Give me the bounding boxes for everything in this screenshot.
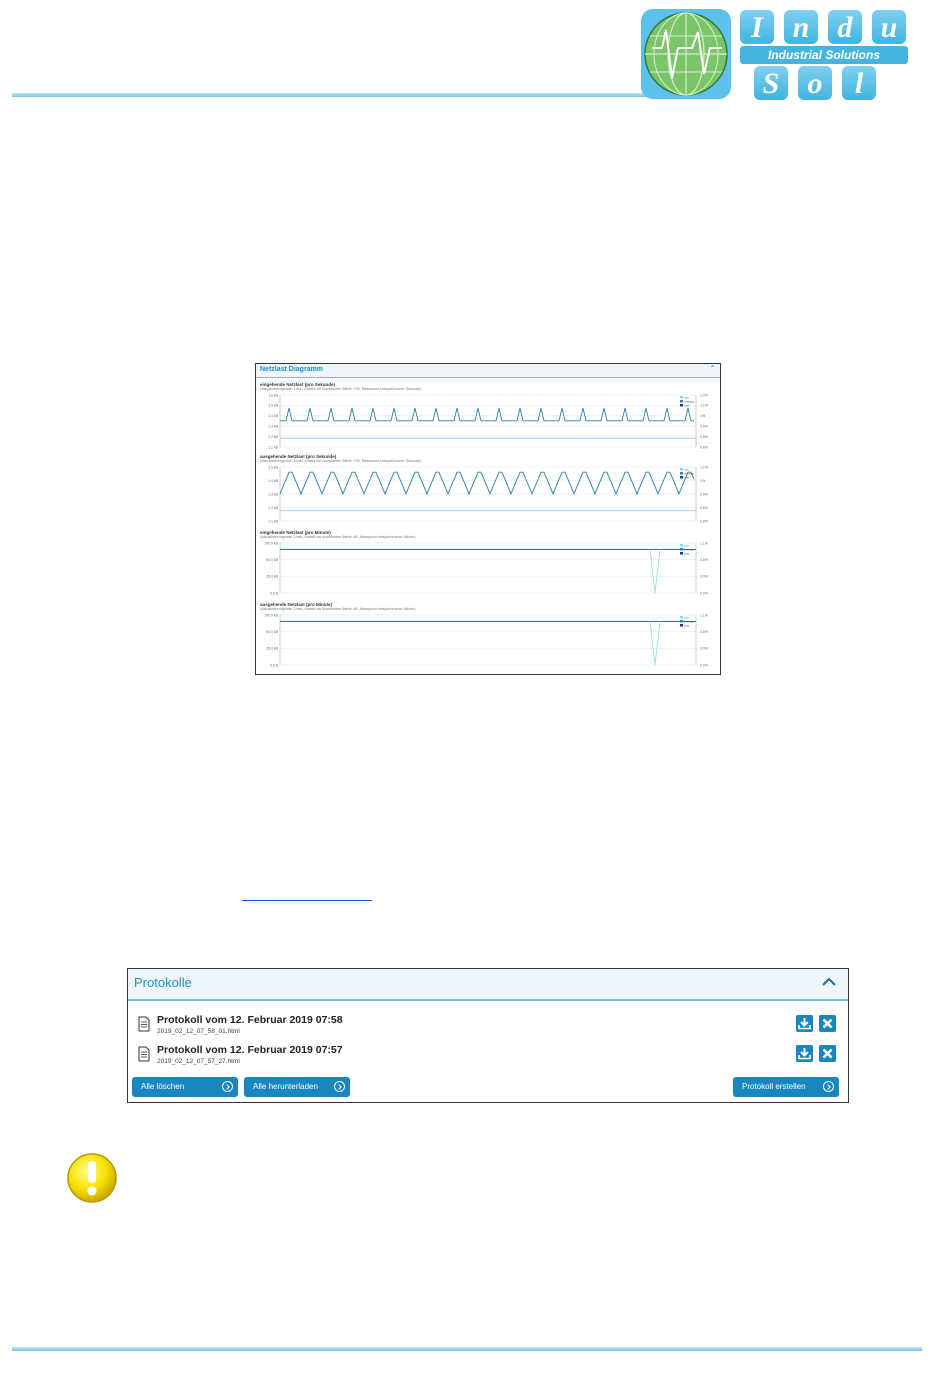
logo-letter: I [740,10,774,44]
y-left-tick: 1.4 kB [268,414,278,419]
y-right-tick: 0.8% [700,519,708,524]
y-left-tick: 1.1 kB [268,519,278,524]
legend-swatch [680,624,683,627]
header-divider [12,93,652,97]
subchart-description: (Aktualisierungsrate: 1/min, Anzahl der kumulierten Werte: 60, Messpunkt entspricht einer Minute) [260,607,416,611]
panel-header[interactable] [256,364,720,378]
create-protocol-label: Protokoll erstellen [742,1082,806,1091]
logo-letter: d [828,10,862,44]
legend-swatch [680,476,683,479]
legend-swatch [680,396,683,399]
legend-label: max [684,623,690,628]
protocol-name[interactable]: Protokoll vom 12. Februar 2019 07:57 [157,1044,343,1056]
protocols-title: Protokolle [134,975,192,990]
legend-label: min [684,395,689,400]
y-right-tick: 0.0% [700,663,708,668]
y-left-tick: 1.3 kB [268,424,278,429]
legend-label: min [684,543,689,548]
download-all-button[interactable] [244,1077,350,1097]
y-left-tick: 50.0 kB [266,557,278,562]
subchart-title: ausgehende Netzlast (pro Minute) [260,602,333,607]
avg-series-line [280,472,694,494]
protocol-name[interactable]: Protokoll vom 12. Februar 2019 07:58 [157,1014,343,1026]
y-left-tick: 0.0 B [269,663,278,668]
subchart-description: (Aktualisierungsrate: 1/min, Anzahl der kumulierten Werte: 100, Messpunkt entspricht einer Sekunde) [260,459,421,463]
y-left-tick: 1.2 kB [268,434,278,439]
y-left-tick: 1.2 kB [268,505,278,510]
legend-swatch [680,552,683,555]
delete-all-button[interactable] [132,1077,238,1097]
logo-letter: l [842,66,876,100]
subchart-plot [256,541,720,597]
y-right-tick: 0.6% [700,557,708,562]
logo-letter: S [754,66,788,100]
y-right-tick: 0.8% [700,434,708,439]
y-left-tick: 1.5 kB [268,403,278,408]
legend-label: min [684,467,689,472]
legend-label: min [684,615,689,620]
y-left-tick: 1.1 kB [268,445,278,450]
y-right-tick: 1.1% [700,541,708,546]
logo-letter: o [798,66,832,100]
netzlast-diagram-panel [255,363,721,675]
subchart-plot [256,465,720,525]
y-left-tick: 25.0 kB [266,574,278,579]
y-left-tick: 1.4 kB [268,478,278,483]
document-icon [138,1046,150,1062]
y-right-tick: 0.9% [700,424,708,429]
chevron-up-icon[interactable]: ⌃ [709,364,716,373]
y-right-tick: 1.1% [700,403,708,408]
legend-swatch [680,472,683,475]
legend-label: average [684,471,695,476]
y-left-tick: 100.0 kB [264,613,278,618]
y-left-tick: 1.5 kB [268,465,278,470]
legend-swatch [680,544,683,547]
y-right-tick: 1.1% [700,465,708,470]
y-left-tick: 1.6 kB [268,393,278,398]
warning-icon [66,1152,118,1204]
subchart-title: eingehende Netzlast (pro Sekunde) [260,382,336,387]
legend-label: max [684,475,690,480]
y-right-tick: 0.8% [700,505,708,510]
chevron-right-circle-icon [334,1081,345,1092]
y-left-tick: 0.0 B [269,591,278,596]
legend-label: max [684,551,690,556]
legend-swatch [680,620,683,623]
download-icon[interactable] [796,1015,813,1032]
logo-letter: u [872,10,906,44]
legend-label: average [684,547,695,552]
logo-letter: n [784,10,818,44]
subchart-title: ausgehende Netzlast (pro Sekunde) [260,454,337,459]
legend-swatch [680,468,683,471]
create-protocol-button[interactable] [733,1077,839,1097]
protocols-panel [127,968,849,1103]
y-left-tick: 100.0 kB [264,541,278,546]
y-left-tick: 1.3 kB [268,492,278,497]
delete-all-label: Alle löschen [141,1082,185,1091]
legend-label: max [684,403,690,408]
logo-tagline: Industrial Solutions [740,46,908,64]
y-right-tick: 0.3% [700,574,708,579]
document-icon [138,1016,150,1032]
delete-icon[interactable] [819,1045,836,1062]
legend-swatch [680,616,683,619]
logo-wordmark [740,8,912,100]
panel-title: Netzlast Diagramm [260,366,324,373]
download-icon[interactable] [796,1045,813,1062]
delete-icon[interactable] [819,1015,836,1032]
protocol-filename: 2019_02_12_07_58_01.html [157,1028,240,1035]
subchart-title: eingehende Netzlast (pro Minute) [260,530,331,535]
legend-swatch [680,400,683,403]
y-left-tick: 50.0 kB [266,629,278,634]
y-right-tick: 0.0% [700,591,708,596]
footer-divider [12,1347,922,1351]
min-series-line [650,621,660,665]
legend-swatch [680,548,683,551]
download-all-label: Alle herunterladen [253,1082,318,1091]
protocol-row [138,1043,838,1069]
subchart-description: (Aktualisierungsrate: 1/min, Anzahl der kumulierten Werte: 60, Messpunkt entspricht einer Minute) [260,535,416,539]
avg-series-line [280,408,694,421]
min-series-line [650,549,660,593]
y-right-tick: 1% [700,414,706,419]
globe-icon [640,8,732,100]
y-right-tick: 0.9% [700,492,708,497]
y-left-tick: 25.0 kB [266,646,278,651]
y-right-tick: 0.6% [700,629,708,634]
legend-label: average [684,619,695,624]
y-right-tick: 1.1% [700,613,708,618]
y-right-tick: 1% [700,478,706,483]
y-right-tick: 0.3% [700,646,708,651]
subchart-plot [256,613,720,669]
chevron-up-icon[interactable] [822,975,836,989]
chevron-right-circle-icon [823,1081,834,1092]
protocols-header[interactable] [128,969,848,1001]
protocol-row [138,1013,838,1039]
hyperlink-underline[interactable] [242,900,372,901]
protocol-filename: 2019_02_12_07_57_27.html [157,1058,240,1065]
subchart-plot [256,393,720,451]
legend-label: average [684,399,695,404]
legend-swatch [680,404,683,407]
indusol-logo [640,8,915,100]
subchart-description: (Aktualisierungsrate: 1/min, Anzahl der kumulierten Werte: 100, Messpunkt entspricht einer Sekunde) [260,387,421,391]
y-right-tick: 1.2% [700,393,708,398]
y-right-tick: 0.8% [700,445,708,450]
chevron-right-circle-icon [222,1081,233,1092]
